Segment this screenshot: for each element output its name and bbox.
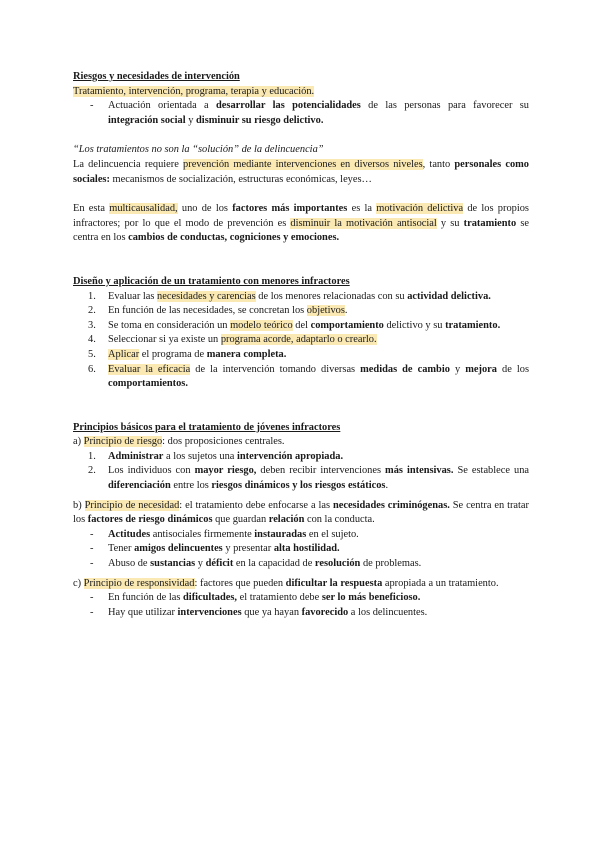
- section-subtitle: Tratamiento, intervención, programa, terapia y educación.: [73, 85, 315, 97]
- list-item: 4. Seleccionar si ya existe un programa acorde, adaptarlo o crearlo.: [88, 334, 377, 346]
- section-title-riesgos: Riesgos y necesidades de intervención: [73, 71, 240, 82]
- list-item: 2. En función de las necesidades, se concretan los objetivos.: [88, 305, 348, 317]
- section-title-principios: Principios básicos para el tratamiento de jóvenes infractores: [73, 421, 341, 433]
- bullet-list: [73, 528, 529, 572]
- section-title-diseno: Diseño y aplicación de un tratamiento con menores infractores: [73, 275, 350, 287]
- list-item: 5. Aplicar el programa de manera completa.: [88, 348, 287, 360]
- numbered-list: [73, 450, 529, 494]
- bullet-dash: -: [90, 100, 94, 112]
- list-item: - Tener amigos delincuentes y presentar alta hostilidad.: [90, 543, 340, 555]
- principle-riesgo: a) Principio de riesgo: dos proposiciones centrales.: [73, 436, 285, 448]
- list-item: - En función de las dificultades, el tratamiento debe ser lo más beneficioso.: [90, 592, 421, 604]
- list-item: 1. Evaluar las necesidades y carencias de los menores relacionadas con su actividad delictiva.: [88, 290, 491, 302]
- list-item: 6. Evaluar la eficacia de la intervención tomando diversas medidas de cambio y mejora de los comportamientos.: [88, 363, 529, 390]
- list-item: - Actuación orientada a desarrollar las potencialidades de las personas para favorecer su integración social y disminuir su riesgo delictivo.: [90, 100, 529, 126]
- quote: “Los tratamientos no son la “solución” de la delincuencia”: [73, 144, 324, 156]
- list-item: 1. Administrar a los sujetos una intervención apropiada.: [88, 450, 344, 462]
- numbered-list: [73, 290, 529, 392]
- bullet-list: [73, 99, 529, 128]
- list-item: 3. Se toma en consideración un modelo teórico del comportamiento delictivo y su tratamiento.: [88, 319, 501, 331]
- list-item: - Hay que utilizar intervenciones que ya hayan favorecido a los delincuentes.: [90, 606, 428, 618]
- document-content: [73, 70, 529, 620]
- bullet-list: [73, 591, 529, 620]
- principle-necesidad: b) Principio de necesidad: el tratamiento debe enfocarse a las necesidades criminógenas. Se centra en tratar los factores de riesgo dinámicos que guardan relación con la conducta.: [73, 499, 529, 526]
- principle-responsividad: c) Principio de responsividad: factores que pueden dificultar la respuesta apropiada a un tratamiento.: [73, 577, 499, 589]
- list-item: - Abuso de sustancias y déficit en la capacidad de resolución de problemas.: [90, 558, 422, 570]
- paragraph: En esta multicausalidad, uno de los factores más importantes es la motivación delictiva de los propios infractores; por lo que el modo de prevención es disminuir la motivación antisocial y su tratamiento se centra en los cambios de conductas, cogniciones y emociones.: [73, 203, 529, 244]
- list-item: 2. Los individuos con mayor riesgo, deben recibir intervenciones más intensivas. Se establece una diferenciación entre los riesgos dinámicos y los riesgos estáticos.: [88, 465, 530, 492]
- paragraph: La delincuencia requiere prevención mediante intervenciones en diversos niveles, tanto personales como sociales: mecanismos de socialización, estructuras económicas, leyes…: [73, 158, 529, 185]
- list-item: - Actitudes antisociales firmemente instauradas en el sujeto.: [90, 528, 359, 540]
